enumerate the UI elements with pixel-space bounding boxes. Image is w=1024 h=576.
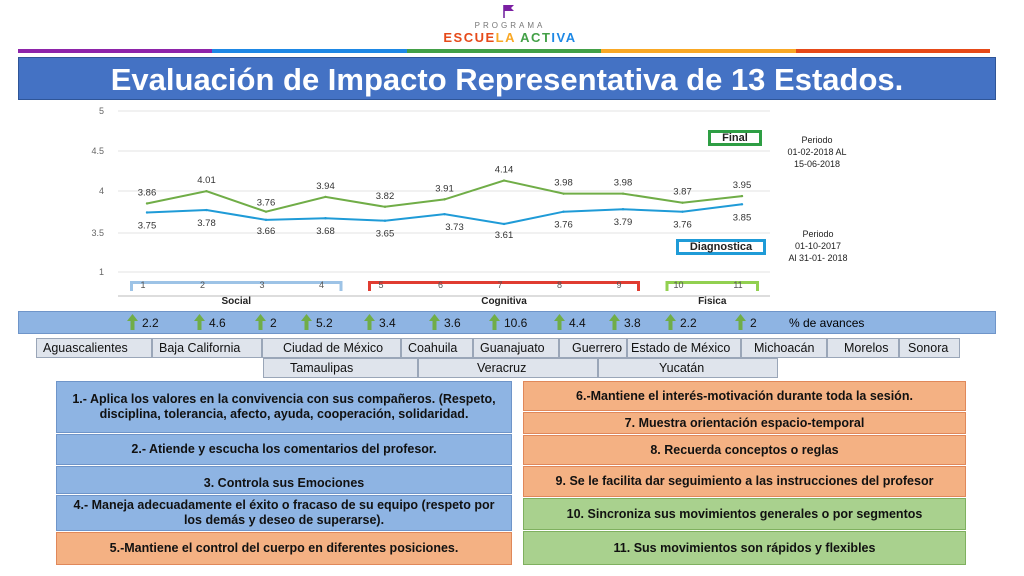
- data-point: [562, 192, 564, 194]
- avance-item: 3.6: [429, 312, 461, 335]
- up-arrow-icon: [364, 314, 375, 330]
- x-tick-label: 4: [318, 280, 325, 290]
- data-point: [503, 223, 505, 225]
- item-5: 5.-Mantiene el control del cuerpo en diferentes posiciones.: [56, 532, 512, 565]
- data-label: 3.87: [673, 186, 692, 198]
- item-7: 7. Muestra orientación espacio-temporal: [523, 412, 966, 434]
- item-10: 10. Sincroniza sus movimientos generales o por segmentos: [523, 498, 966, 530]
- item-1: 1.- Aplica los valores en la convivencia con sus compañeros. (Respeto, disciplina, tolerancia, afecto, ayuda, cooperación, solidaridad.: [56, 381, 512, 433]
- data-label: 3.73: [445, 222, 464, 234]
- group-bracket-right: [340, 281, 343, 291]
- data-label: 3.95: [732, 180, 752, 192]
- data-point: [443, 198, 445, 200]
- avances-bar: [18, 311, 996, 334]
- item-4: 4.- Maneja adecuadamente el éxito o fracaso de su equipo (respeto por los demás y deseo de superarse).: [56, 495, 512, 531]
- up-arrow-icon: [255, 314, 266, 330]
- data-point: [741, 195, 743, 197]
- x-tick-label: 5: [378, 280, 384, 290]
- data-point: [741, 203, 743, 205]
- avance-item: 2: [255, 312, 277, 335]
- y-tick-label: 1: [98, 267, 104, 277]
- item-3: 3. Controla sus Emociones: [56, 466, 512, 494]
- group-bracket: [368, 281, 640, 284]
- up-arrow-icon: [429, 314, 440, 330]
- data-label: 3.91: [435, 183, 454, 195]
- state-label: Estado de México: [627, 338, 741, 358]
- data-point: [681, 201, 683, 203]
- x-tick-label: 11: [733, 280, 743, 290]
- data-label: 3.66: [256, 225, 276, 237]
- logo: [430, 4, 590, 44]
- group-bracket-left: [368, 281, 371, 291]
- state-label: Baja California: [152, 338, 262, 358]
- data-point: [324, 217, 326, 219]
- data-label: 3.75: [137, 220, 157, 232]
- data-label: 3.76: [256, 197, 276, 209]
- up-arrow-icon: [735, 314, 746, 330]
- item-9: 9. Se le facilita dar seguimiento a las instrucciones del profesor: [523, 466, 966, 497]
- avance-item: 4.4: [554, 312, 586, 335]
- data-point: [146, 211, 148, 213]
- stripe-segment: [407, 49, 601, 53]
- legend-diagnostica: Diagnostica: [676, 239, 766, 255]
- data-label: 3.86: [137, 187, 157, 199]
- state-label: Ciudad de México: [262, 338, 401, 358]
- legend-final: Final: [708, 130, 762, 146]
- avance-item: 10.6: [489, 312, 527, 335]
- data-point: [146, 202, 148, 204]
- data-label: 4.14: [494, 164, 514, 176]
- data-point: [205, 209, 207, 211]
- up-arrow-icon: [489, 314, 500, 330]
- up-arrow-icon: [127, 314, 138, 330]
- data-label: 3.65: [375, 228, 395, 240]
- state-label: Aguascalientes: [36, 338, 152, 358]
- data-label: 3.94: [316, 180, 335, 192]
- stripe-segment: [18, 49, 212, 53]
- page-title: Evaluación de Impacto Representativa de 13 Estados.: [18, 57, 996, 100]
- x-tick-label: 2: [199, 280, 206, 290]
- stripe-segment: [796, 49, 990, 53]
- state-label: Morelos: [827, 338, 899, 358]
- data-point: [265, 210, 267, 212]
- period-diagnostica: Periodo 01-10-2017 Al 31-01- 2018: [788, 229, 848, 263]
- data-point: [384, 220, 386, 222]
- up-arrow-icon: [194, 314, 205, 330]
- data-point: [265, 219, 267, 221]
- avance-item: 2.2: [127, 312, 159, 335]
- x-tick-label: 8: [556, 280, 563, 290]
- avance-item: 2: [735, 312, 757, 335]
- data-label: 3.98: [613, 177, 633, 189]
- group-label: Cognitiva: [481, 296, 527, 307]
- group-bracket-right: [637, 281, 640, 291]
- state-label: Veracruz: [418, 358, 598, 378]
- state-label: Yucatán: [598, 358, 778, 378]
- data-point: [622, 192, 624, 194]
- data-label: 3.76: [554, 219, 573, 231]
- avance-item: 4.6: [194, 312, 226, 335]
- item-2: 2.- Atiende y escucha los comentarios del profesor.: [56, 434, 512, 465]
- data-point: [503, 179, 505, 181]
- x-tick-label: 7: [497, 280, 503, 290]
- data-label: 3.79: [613, 217, 633, 229]
- data-point: [443, 213, 445, 215]
- up-arrow-icon: [301, 314, 312, 330]
- avance-item: 5.2: [301, 312, 333, 335]
- x-tick-label: 3: [259, 280, 265, 290]
- x-tick-label: 6: [437, 280, 444, 290]
- data-label: 3.85: [732, 212, 752, 224]
- data-point: [622, 208, 624, 210]
- y-tick-label: 5: [98, 106, 104, 116]
- item-8: 8. Recuerda conceptos o reglas: [523, 435, 966, 465]
- x-tick-label: 1: [140, 280, 146, 290]
- logo-main-text: ESCUELA ACTIVA: [443, 30, 577, 45]
- data-point: [205, 190, 207, 192]
- avance-item: 3.4: [364, 312, 396, 335]
- x-tick-label: 10: [673, 280, 684, 290]
- group-bracket-left: [666, 281, 669, 291]
- state-label: Coahuila: [401, 338, 473, 358]
- color-stripe: [18, 49, 990, 53]
- states-row: [36, 338, 960, 358]
- y-tick-label: 4.5: [91, 146, 104, 156]
- data-point: [384, 206, 386, 208]
- flag-icon: [502, 4, 516, 18]
- line-chart: [0, 100, 1024, 310]
- stripe-segment: [601, 49, 795, 53]
- logo-top-text: PROGRAMA: [474, 21, 546, 30]
- y-tick-label: 4: [98, 186, 104, 196]
- data-label: 3.98: [554, 177, 573, 189]
- group-label: Fisica: [698, 296, 727, 307]
- up-arrow-icon: [554, 314, 565, 330]
- group-bracket-left: [130, 281, 133, 291]
- data-label: 4.01: [197, 175, 216, 187]
- item-11: 11. Sus movimientos son rápidos y flexibles: [523, 531, 966, 565]
- state-label: Michoacán: [741, 338, 827, 358]
- up-arrow-icon: [609, 314, 620, 330]
- y-tick-label: 3.5: [91, 228, 104, 238]
- states-row-2: [263, 358, 778, 378]
- state-label: Guerrero: [559, 338, 627, 358]
- avance-item: 2.2: [665, 312, 697, 335]
- data-point: [324, 196, 326, 198]
- data-label: 3.78: [197, 218, 216, 230]
- period-final: Periodo 01-02-2018 AL 15-06-2018: [787, 135, 847, 169]
- state-label: Tamaulipas: [263, 358, 418, 378]
- avance-item: 3.8: [609, 312, 641, 335]
- item-6: 6.-Mantiene el interés-motivación durante toda la sesión.: [523, 381, 966, 411]
- data-label: 3.61: [494, 229, 514, 241]
- data-label: 3.82: [375, 190, 395, 202]
- up-arrow-icon: [665, 314, 676, 330]
- group-bracket-right: [756, 281, 759, 291]
- state-label: Guanajuato: [473, 338, 559, 358]
- data-point: [681, 210, 683, 212]
- group-bracket: [130, 281, 343, 284]
- group-label: Social: [221, 296, 251, 307]
- data-point: [562, 210, 564, 212]
- data-label: 3.76: [673, 219, 692, 231]
- state-label: Sonora: [899, 338, 960, 358]
- stripe-segment: [212, 49, 406, 53]
- x-tick-label: 9: [616, 280, 622, 290]
- avances-label: % de avances: [789, 316, 865, 330]
- data-label: 3.68: [316, 226, 335, 238]
